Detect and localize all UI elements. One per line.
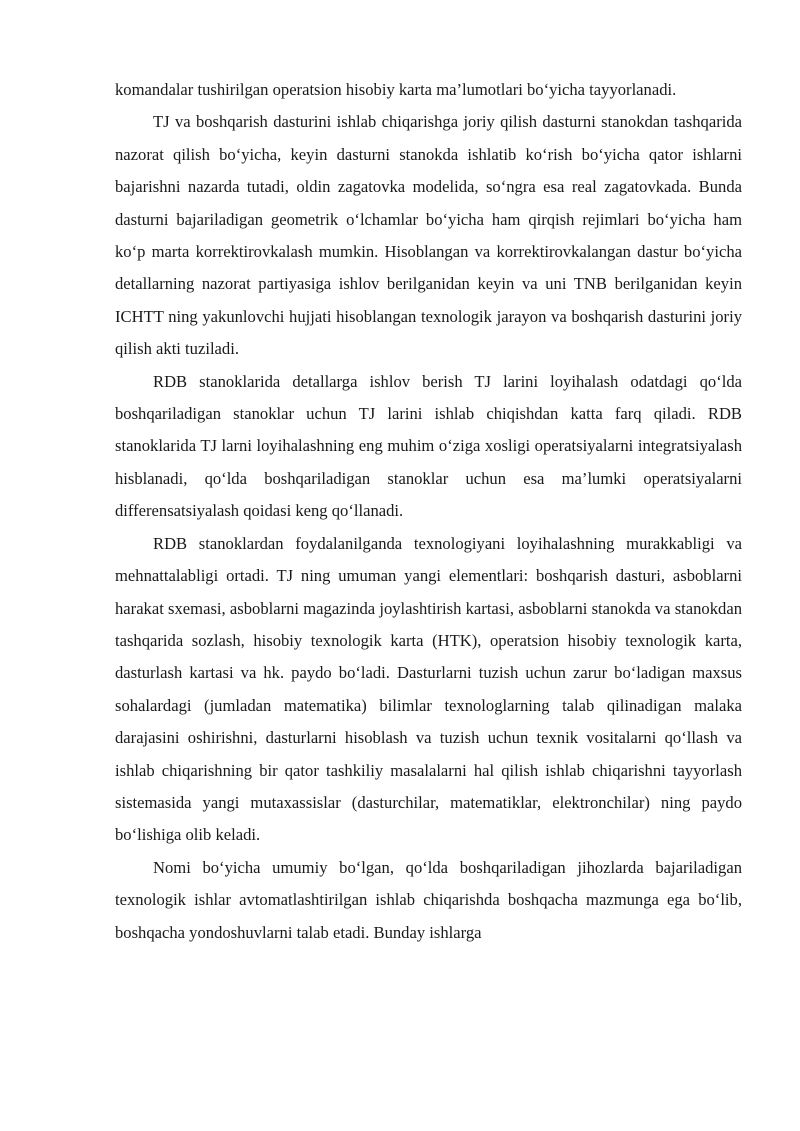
paragraph: TJ va boshqarish dasturini ishlab chiqarishga joriy qilish dasturni stanokdan tashqarida nazorat qilish bo‘yicha, keyin dasturni stanokda ishlatib ko‘rish bo‘yicha qator ishlarni bajarishni nazarda tutadi, oldin zagatovka modelida, so‘ngra esa real zagatovkada. Bunda dasturni bajariladigan geometrik o‘lchamlar bo‘yicha ham qirqish rejimlari bo‘yicha ham ko‘p marta korrektirovkalash mumkin. Hisoblangan va korrektirovkalangan dastur bo‘yicha detallarning nazorat partiyasiga ishlov berilganidan keyin va uni TNB berilganidan keyin ICHTT ning yakunlovchi hujjati hisoblangan texnologik jarayon va boshqarish dasturini joriy qilish akti tuziladi. bbox=[115, 112, 742, 359]
paragraph: RDB stanoklarida detallarga ishlov berish TJ larini loyihalash odatdagi qo‘lda boshqariladigan stanoklar uchun TJ larini ishlab chiqishdan katta farq qiladi. RDB stanoklarida TJ larni loyihalashning eng muhim o‘ziga xosligi operatsiyalarni integratsiyalash hisblanadi, qo‘lda boshqariladigan stanoklar uchun esa ma’lumki operatsiyalarni differensatsiyalash qoidasi keng qo‘llanadi. bbox=[115, 371, 742, 521]
paragraph: RDB stanoklardan foydalanilganda texnologiyani loyihalashning murakkabligi va mehnattalabligi ortadi. TJ ning umuman yangi elementlari: boshqarish dasturi, asboblarni harakat sxemasi, asboblarni magazinda joylashtirish kartasi, asboblarni stanokda va stanokdan tashqarida sozlash, hisobiy texnologik karta (HTK), operatsion hisobiy texnologik karta, dasturlash kartasi va hk. paydo bo‘ladi. Dasturlarni tuzish uchun zarur bo‘ladigan maxsus sohalardagi (jumladan matematika) bilimlar texnologlarning talab qilinadigan malaka darajasini oshirishni, dasturlarni hisoblash va tuzish uchun texnik vositalarni qo‘llash va ishlab chiqarishning bir qator tashkiliy masalalarni hal qilish ishlab chiqarishni tayyorlash sistemasida yangi mutaxassislar (dasturchilar, matematiklar, elektronchilar) ning paydo bo‘lishiga olib keladi. bbox=[115, 533, 742, 845]
paragraph: Nomi bo‘yicha umumiy bo‘lgan, qo‘lda boshqariladigan jihozlarda bajariladigan texnologik ishlar avtomatlashtirilgan ishlab chiqarishda boshqacha mazmunga ega bo‘lib, boshqacha yondoshuvlarni talab etadi. Bunday ishlarga bbox=[115, 857, 742, 942]
document-page bbox=[115, 74, 742, 949]
paragraph-continued: komandalar tushirilgan operatsion hisobiy karta ma’lumotlari bo‘yicha tayyorlanadi. bbox=[115, 80, 677, 99]
